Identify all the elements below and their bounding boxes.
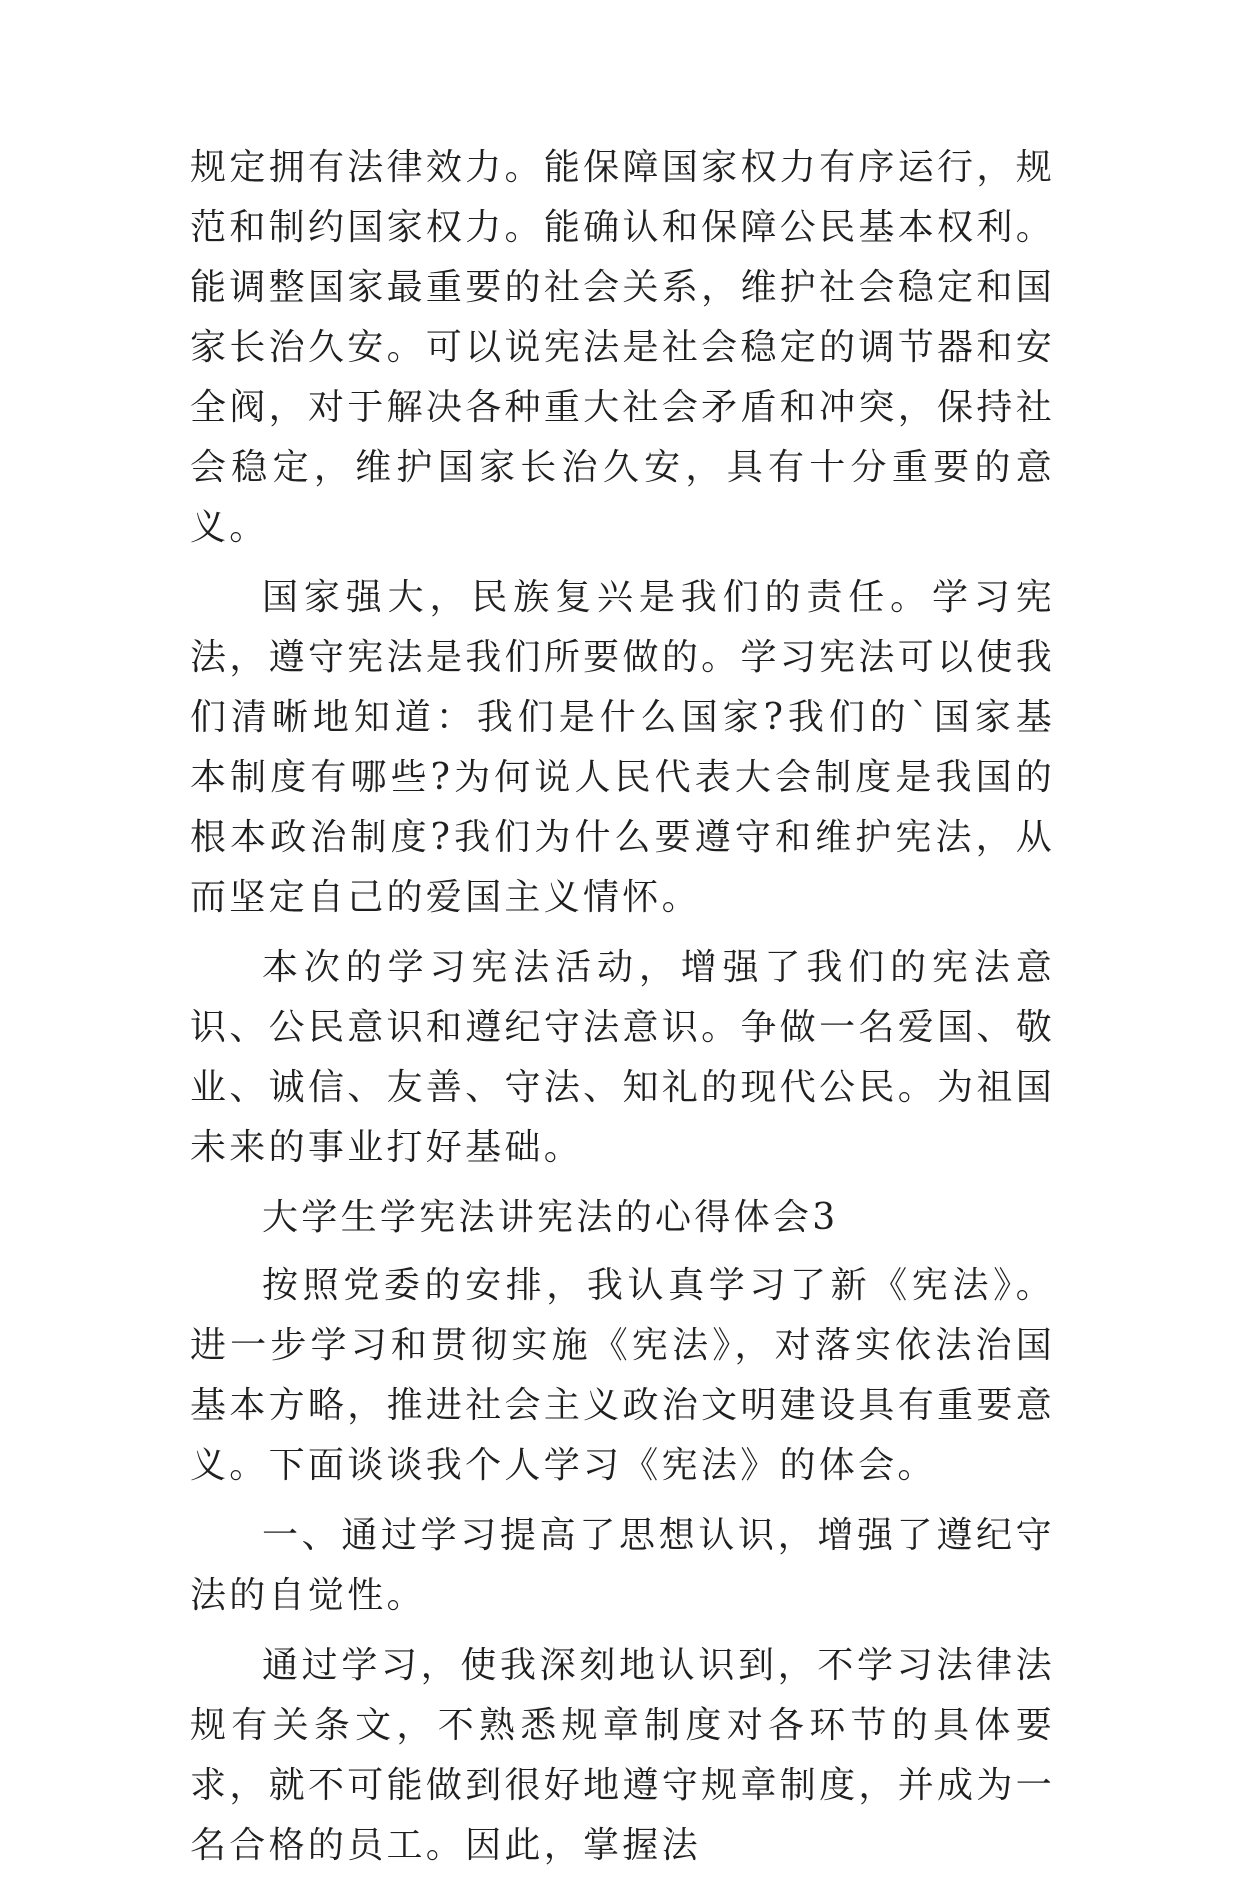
section-heading: 大学生学宪法讲宪法的心得体会3 <box>262 1197 839 1238</box>
paragraph-3: 本次的学习宪法活动，增强了我们的宪法意识、公民意识和遵纪守法意识。争做一名爱国、敬业、诚信、友善、守法、知礼的现代公民。为祖国未来的事业打好基础。 <box>190 947 1055 1168</box>
paragraph-1: 规定拥有法律效力。能保障国家权力有序运行，规范和制约国家权力。能确认和保障公民基本权利。能调整国家最重要的社会关系，维护社会稳定和国家长治久安。可以说宪法是社会稳定的调节器和安全阀，对于解决各种重大社会矛盾和冲突，保持社会稳定，维护国家长治久安，具有十分重要的意义。 <box>190 147 1055 548</box>
paragraph-6: 通过学习，使我深刻地认识到，不学习法律法规有关条文，不熟悉规章制度对各环节的具体要求，就不可能做到很好地遵守规章制度，并成为一名合格的员工。因此，掌握法 <box>190 1645 1055 1866</box>
document-body <box>190 138 1055 1886</box>
paragraph-5: 一、通过学习提高了思想认识，增强了遵纪守法的自觉性。 <box>190 1515 1055 1616</box>
paragraph-4: 按照党委的安排，我认真学习了新《宪法》。进一步学习和贯彻实施《宪法》，对落实依法治国基本方略，推进社会主义政治文明建设具有重要意义。下面谈谈我个人学习《宪法》的体会。 <box>190 1265 1055 1486</box>
paragraph-2: 国家强大，民族复兴是我们的责任。学习宪法，遵守宪法是我们所要做的。学习宪法可以使我们清晰地知道：我们是什么国家?我们的`国家基本制度有哪些?为何说人民代表大会制度是我国的根本政治制度?我们为什么要遵守和维护宪法，从而坚定自己的爱国主义情怀。 <box>190 577 1055 918</box>
